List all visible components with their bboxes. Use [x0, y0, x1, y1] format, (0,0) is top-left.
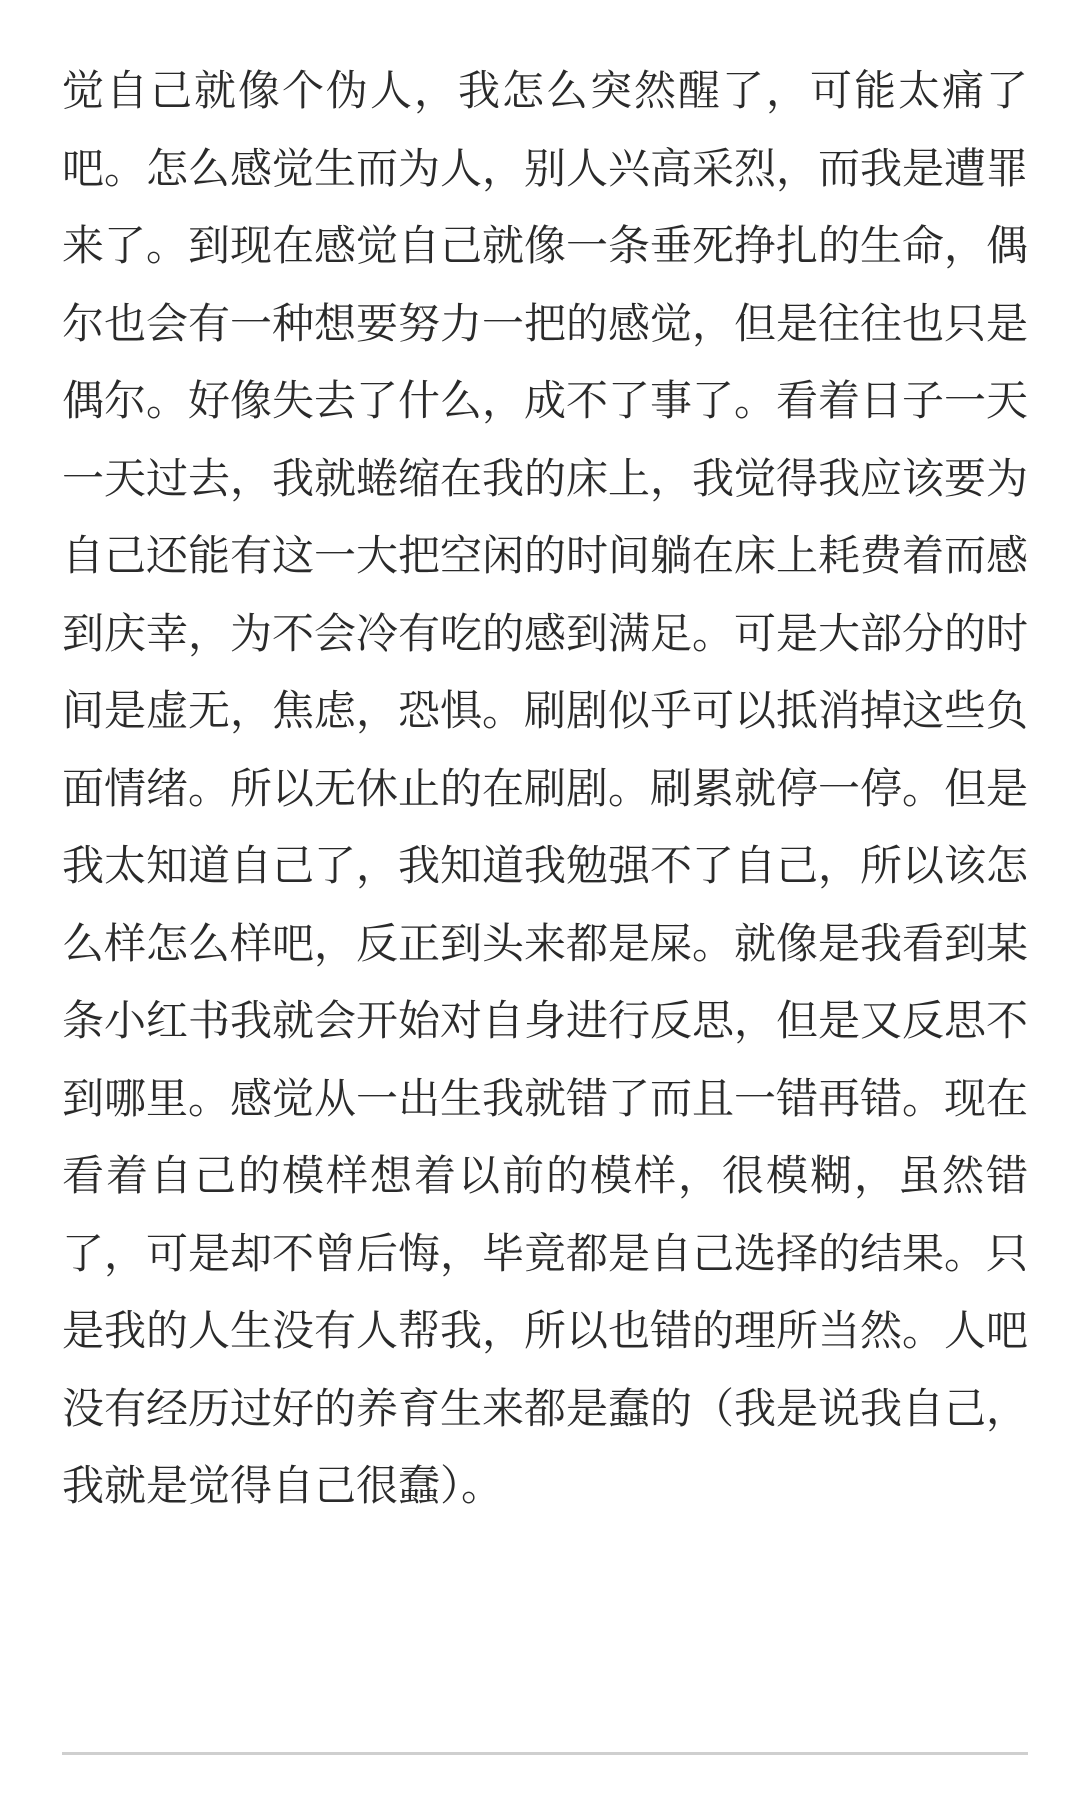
text-line: 了，可是却不曾后悔，毕竟都是自己选择的结果。只: [62, 1228, 1028, 1278]
text-line: 来了。到现在感觉自己就像一条垂死挣扎的生命，偶: [62, 221, 1028, 270]
text-line: 偶尔。好像失去了什么，成不了事了。看着日子一天: [62, 376, 1028, 425]
text-line: 到哪里。感觉从一出生我就错了而且一错再错。现在: [62, 1073, 1028, 1123]
text-line: 没有经历过好的养育生来都是蠢的（我是说我自己，: [62, 1383, 1028, 1433]
text-line: 间是虚无，焦虑，恐惧。刷剧似乎可以抵消掉这些负: [62, 686, 1028, 735]
text-line: 一天过去，我就蜷缩在我的床上，我觉得我应该要为: [62, 453, 1028, 503]
text-line: 看着自己的模样想着以前的模样，很模糊，虽然错: [62, 1151, 1028, 1200]
text-line: 觉自己就像个伪人，我怎么突然醒了，可能太痛了: [62, 66, 1028, 115]
text-line: 面情绪。所以无休止的在刷剧。刷累就停一停。但是: [62, 763, 1028, 813]
text-line: 到庆幸，为不会冷有吃的感到满足。可是大部分的时: [62, 608, 1028, 658]
text-line: 尔也会有一种想要努力一把的感觉，但是往往也只是: [62, 298, 1028, 348]
text-line: 自己还能有这一大把空闲的时间躺在床上耗费着而感: [62, 531, 1028, 580]
text-line: 是我的人生没有人帮我，所以也错的理所当然。人吧: [62, 1306, 1028, 1355]
text-line: 我太知道自己了，我知道我勉强不了自己，所以该怎: [62, 841, 1028, 890]
article-body: [62, 52, 1028, 1525]
text-line: 么样怎么样吧，反正到头来都是屎。就像是我看到某: [62, 918, 1028, 968]
text-line: 条小红书我就会开始对自身进行反思，但是又反思不: [62, 996, 1028, 1045]
text-line: 我就是觉得自己很蠢）。: [62, 1461, 504, 1510]
text-line: 吧。怎么感觉生而为人，别人兴高采烈，而我是遭罪: [62, 143, 1028, 193]
bottom-divider: [62, 1752, 1028, 1755]
